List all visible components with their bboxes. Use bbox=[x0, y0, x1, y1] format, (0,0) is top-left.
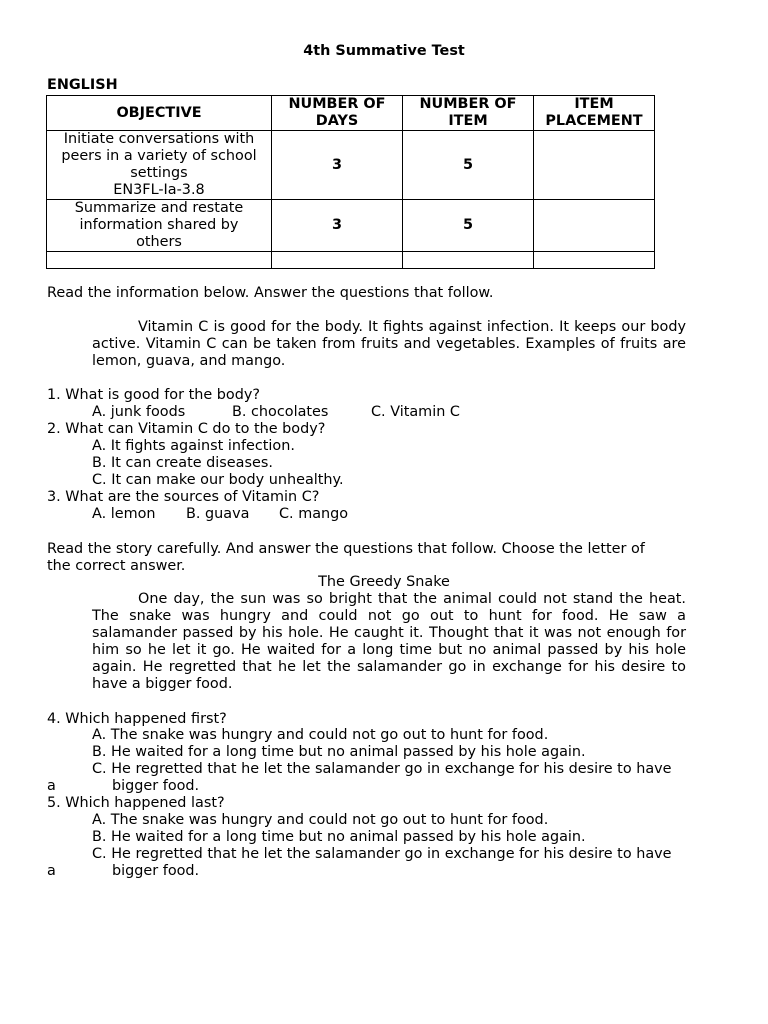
q4-option-c-continued: bigger food. bbox=[112, 778, 200, 794]
objective-line: Summarize and restate bbox=[74, 200, 244, 216]
q4-option-a: A. The snake was hungry and could not go out to hunt for food. bbox=[92, 727, 549, 743]
header-items: NUMBER OF ITEM bbox=[403, 96, 534, 131]
vitamin-passage-text: Vitamin C is good for the body. It fights against infection. It keeps our body active. Vitamin C can be taken from fruits and vegetables. Examples of fruits are lemon, guava, and mango. bbox=[92, 319, 686, 369]
days-cell: 3 bbox=[272, 131, 403, 200]
objective-line: others bbox=[136, 234, 182, 250]
header-placement: ITEM PLACEMENT bbox=[534, 96, 655, 131]
page-title: 4th Summative Test bbox=[303, 43, 465, 59]
objective-cell bbox=[47, 131, 272, 200]
items-cell: 5 bbox=[403, 131, 534, 200]
subject-heading: ENGLISH bbox=[47, 77, 118, 93]
q2-option-a: A. It fights against infection. bbox=[92, 438, 295, 454]
objective-line: information shared by bbox=[79, 217, 239, 233]
q4-wrap-letter: a bbox=[47, 778, 56, 794]
header-objective: OBJECTIVE bbox=[47, 96, 272, 131]
question-4: 4. Which happened first? bbox=[47, 711, 227, 727]
q4-option-b: B. He waited for a long time but no animal passed by his hole again. bbox=[92, 744, 586, 760]
objective-line: settings bbox=[130, 165, 188, 181]
objective-line: peers in a variety of school bbox=[61, 148, 257, 164]
question-1: 1. What is good for the body? bbox=[47, 387, 260, 403]
q3-option-b: B. guava bbox=[186, 506, 250, 522]
placement-cell bbox=[534, 200, 655, 252]
instructions-2-line-2: the correct answer. bbox=[47, 558, 186, 574]
q1-option-b: B. chocolates bbox=[232, 404, 329, 420]
q1-option-a: A. junk foods bbox=[92, 404, 186, 420]
question-5: 5. Which happened last? bbox=[47, 795, 225, 811]
instructions-2-line-1: Read the story carefully. And answer the questions that follow. Choose the letter of bbox=[47, 541, 645, 557]
table-row bbox=[47, 200, 655, 252]
objective-line: Initiate conversations with bbox=[63, 131, 255, 147]
vitamin-passage bbox=[92, 319, 686, 370]
instructions-1: Read the information below. Answer the questions that follow. bbox=[47, 285, 494, 301]
table-row bbox=[47, 131, 655, 200]
story-passage-text: One day, the sun was so bright that the animal could not stand the heat. The snake was hungry and could not go out to hunt for food. He saw a salamander passed by his hole. He caught it. Thought that it was not enough for him so he let it go. He waited for a long time but no animal passed by his hole again. He regretted that he let the salamander go in exchange for his desire to have a bigger food. bbox=[92, 591, 686, 692]
objectives-table bbox=[46, 95, 655, 269]
q5-option-c: C. He regretted that he let the salamander go in exchange for his desire to have bbox=[92, 846, 672, 862]
q5-wrap-letter: a bbox=[47, 863, 56, 879]
days-cell: 3 bbox=[272, 200, 403, 252]
q2-option-c: C. It can make our body unhealthy. bbox=[92, 472, 344, 488]
q5-option-c-continued: bigger food. bbox=[112, 863, 200, 879]
empty-cell bbox=[47, 252, 272, 269]
empty-cell bbox=[403, 252, 534, 269]
items-cell: 5 bbox=[403, 200, 534, 252]
q3-option-a: A. lemon bbox=[92, 506, 156, 522]
question-3: 3. What are the sources of Vitamin C? bbox=[47, 489, 320, 505]
q4-option-c: C. He regretted that he let the salamander go in exchange for his desire to have bbox=[92, 761, 672, 777]
placement-cell bbox=[534, 131, 655, 200]
story-title: The Greedy Snake bbox=[318, 574, 450, 590]
q5-option-b: B. He waited for a long time but no animal passed by his hole again. bbox=[92, 829, 586, 845]
story-passage bbox=[92, 591, 686, 693]
question-2: 2. What can Vitamin C do to the body? bbox=[47, 421, 326, 437]
table-header-row bbox=[47, 96, 655, 131]
q2-option-b: B. It can create diseases. bbox=[92, 455, 273, 471]
objective-cell bbox=[47, 200, 272, 252]
table-empty-row bbox=[47, 252, 655, 269]
q1-option-c: C. Vitamin C bbox=[371, 404, 460, 420]
empty-cell bbox=[272, 252, 403, 269]
q5-option-a: A. The snake was hungry and could not go out to hunt for food. bbox=[92, 812, 549, 828]
q3-option-c: C. mango bbox=[279, 506, 349, 522]
empty-cell bbox=[534, 252, 655, 269]
header-days: NUMBER OF DAYS bbox=[272, 96, 403, 131]
objective-code: EN3FL-Ia-3.8 bbox=[113, 182, 205, 198]
